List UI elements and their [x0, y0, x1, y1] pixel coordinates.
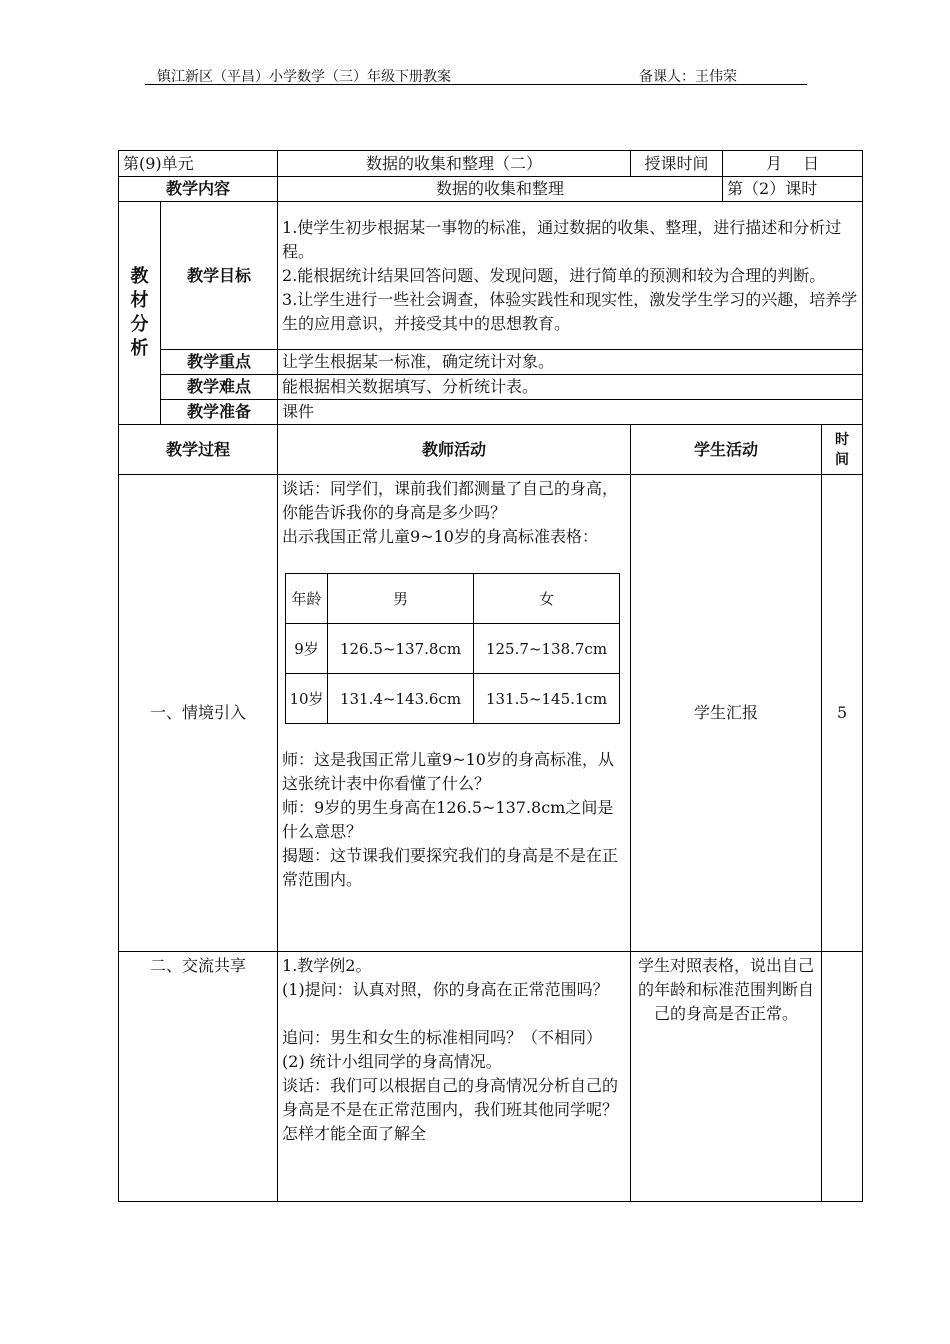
- height-table-row: [286, 674, 620, 724]
- student-header: 学生活动: [631, 425, 822, 475]
- height-table-header-male: 男: [328, 574, 474, 624]
- time-header: 时 间: [822, 425, 863, 475]
- teacher-text: 师：9岁的男生身高在126.5~137.8cm之间是什么意思？: [282, 798, 614, 841]
- height-table-female: 131.5~145.1cm: [474, 674, 620, 724]
- stage1-student: 学生汇报: [631, 475, 822, 952]
- prep-cell: 课件: [278, 400, 863, 425]
- teacher-header: 教师活动: [278, 425, 631, 475]
- goal-item: 1.使学生初步根据某一事物的标准，通过数据的收集、整理，进行描述和分析过程。: [282, 217, 842, 261]
- teacher-text: 出示我国正常儿童9~10岁的身高标准表格：: [282, 527, 598, 546]
- height-table-male: 131.4~143.6cm: [328, 674, 474, 724]
- stage1-row: [119, 475, 863, 952]
- goals-cell: [278, 202, 863, 350]
- teacher-text: 谈话：我们可以根据自己的身高情况分析自己的身高是不是在正常范围内，我们班其他同学呢？怎样才能全面了解全: [282, 1076, 619, 1143]
- process-header: 教学过程: [119, 425, 278, 475]
- teacher-text: 追问：男生和女生的标准相同吗？（不相同）: [282, 1028, 603, 1047]
- goals-row: [119, 202, 863, 350]
- stage1-name: 一、情境引入: [119, 475, 278, 952]
- goal-item: 2.能根据统计结果回答问题、发现问题，进行简单的预测和较为合理的判断。: [282, 265, 826, 285]
- key-row: [119, 350, 863, 375]
- goals-label: 教学目标: [161, 202, 278, 350]
- height-table-female: 125.7~138.7cm: [474, 624, 620, 674]
- time-label-cell: 授课时间: [631, 151, 723, 177]
- teacher-text: 师：这是我国正常儿童9~10岁的身高标准，从这张统计表中你看懂了什么？: [282, 750, 614, 793]
- key-label: 教学重点: [161, 350, 278, 375]
- header-preparer: 备课人：王伟荣: [639, 69, 737, 85]
- height-table-header-age: 年龄: [286, 574, 328, 624]
- height-table-header-female: 女: [474, 574, 620, 624]
- process-header-row: [119, 425, 863, 475]
- lesson-cell: 第（2）课时: [723, 177, 863, 202]
- prep-row: [119, 400, 863, 425]
- height-table-age: 10岁: [286, 674, 328, 724]
- stage2-teacher-cell: [278, 952, 631, 1202]
- height-table-row: [286, 624, 620, 674]
- topic-cell: 数据的收集和整理（二）: [278, 151, 631, 177]
- teacher-text: 1.教学例2。: [282, 956, 372, 975]
- goal-item: 3.让学生进行一些社会调查，体验实践性和现实性，激发学生学习的兴趣，培养学生的应用意识，并接受其中的思想教育。: [282, 289, 858, 333]
- teacher-text: (1)提问：认真对照，你的身高在正常范围吗？: [282, 980, 609, 999]
- difficulty-cell: 能根据相关数据填写、分析统计表。: [278, 375, 863, 400]
- height-table-male: 126.5~137.8cm: [328, 624, 474, 674]
- height-table-header: [286, 574, 620, 624]
- content-cell: 数据的收集和整理: [278, 177, 723, 202]
- stage2-time: [822, 952, 863, 1202]
- info-row-1: [119, 151, 863, 177]
- height-table-age: 9岁: [286, 624, 328, 674]
- difficulty-label: 教学难点: [161, 375, 278, 400]
- content-label-cell: 教学内容: [119, 177, 278, 202]
- stage2-name: 二、交流共享: [119, 952, 278, 1202]
- teacher-text: (2) 统计小组同学的身高情况。: [282, 1052, 502, 1071]
- stage1-teacher-cell: [278, 475, 631, 952]
- height-standard-table: [285, 573, 620, 724]
- stage2-student: 学生对照表格，说出自己的年龄和标准范围判断自己的身高是否正常。: [631, 952, 822, 1202]
- difficulty-row: [119, 375, 863, 400]
- header-title: 镇江新区（平昌）小学数学（三）年级下册教案: [157, 69, 451, 85]
- prep-label: 教学准备: [161, 400, 278, 425]
- date-cell: 月 日: [723, 151, 863, 177]
- unit-cell: 第(9)单元: [119, 151, 278, 177]
- analysis-section-label: 教 材 分 析: [119, 202, 161, 425]
- info-row-2: [119, 177, 863, 202]
- teacher-text: 揭题：这节课我们要探究我们的身高是不是在正常范围内。: [282, 846, 619, 889]
- key-cell: 让学生根据某一标准，确定统计对象。: [278, 350, 863, 375]
- teacher-text: 谈话：同学们，课前我们都测量了自己的身高，你能告诉我你的身高是多少吗？: [282, 479, 619, 522]
- lesson-plan-table: [118, 150, 863, 1202]
- stage1-time: 5: [822, 475, 863, 952]
- stage2-row: [119, 952, 863, 1202]
- page-header: [145, 66, 807, 85]
